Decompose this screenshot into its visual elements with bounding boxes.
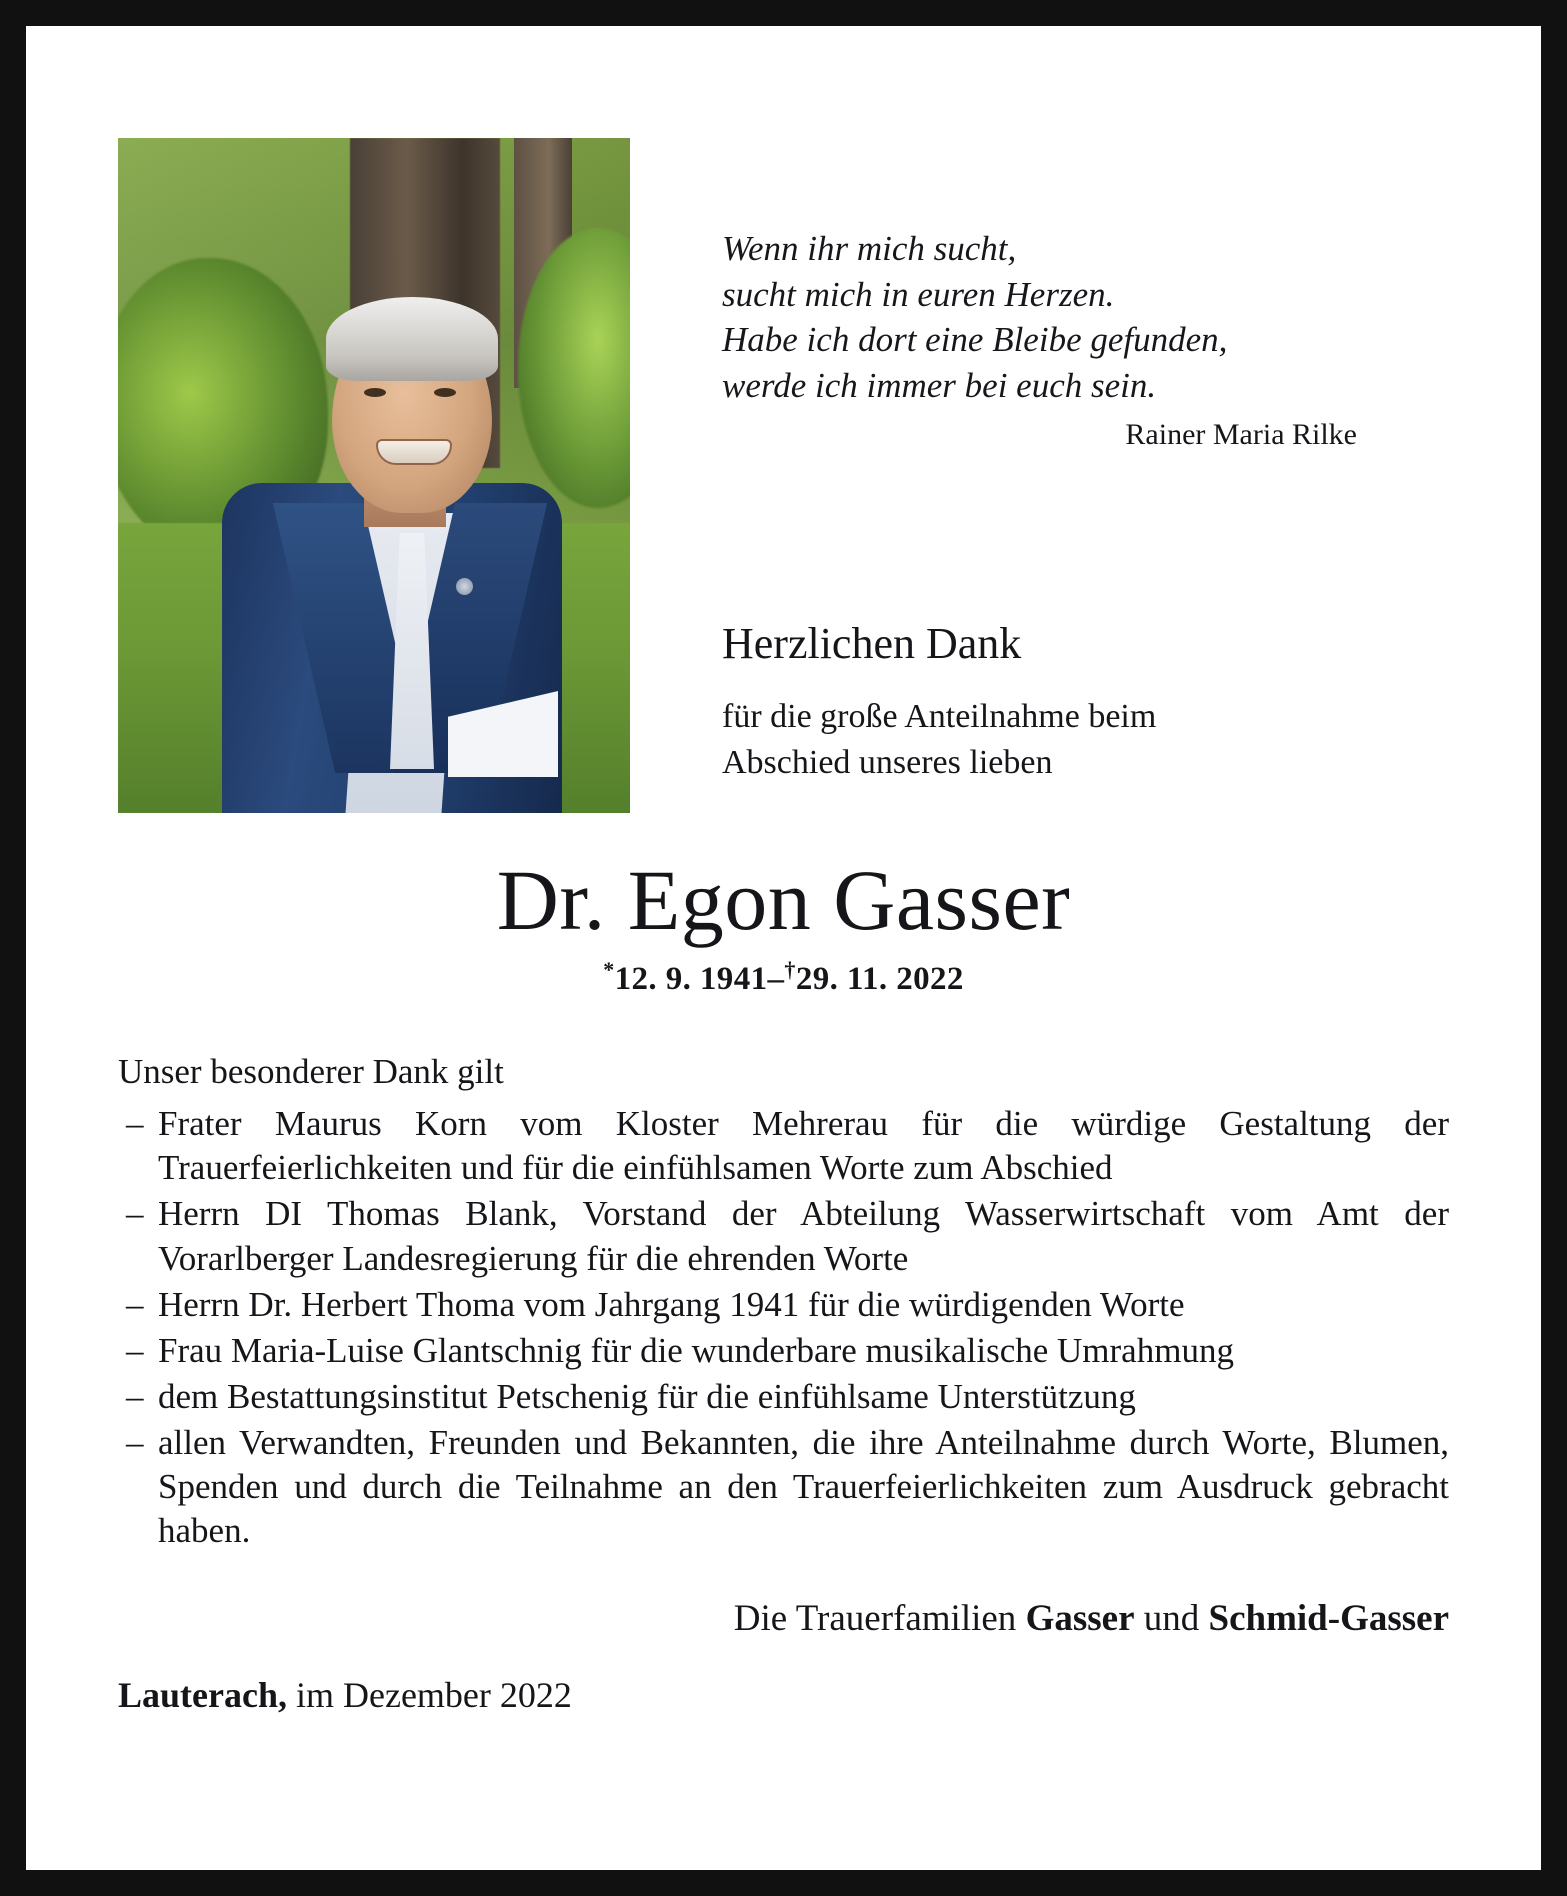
top-section — [118, 98, 1449, 813]
memorial-card — [26, 26, 1541, 1870]
date-separator: – — [767, 961, 785, 998]
list-item: – Frau Maria-Luise Glantschnig für die wunderbare musikalische Umrahmung — [118, 1329, 1449, 1373]
thanks-block — [722, 452, 1449, 785]
photo-eye-right — [434, 388, 456, 397]
thanks-intro — [722, 694, 1422, 784]
family-prefix: Die Trauerfamilien — [733, 1598, 1026, 1640]
list-item: – Frater Maurus Korn vom Kloster Mehrerau für die würdige Gestaltung der Trauerfeierlichkeiten und für die einfühlsamen Worte zum Abschied — [118, 1102, 1449, 1190]
birth-symbol: * — [603, 957, 615, 983]
portrait-photo — [118, 138, 630, 813]
thanks-title: Herzlichen Dank — [722, 619, 1022, 668]
verse-line-1: Wenn ihr mich sucht, — [722, 229, 1017, 268]
thanks-intro-line-1: für die große Anteilnahme beim — [722, 698, 1157, 736]
footer-date: im Dezember 2022 — [286, 1675, 572, 1716]
verse-line-2: sucht mich in euren Herzen. — [722, 274, 1115, 314]
verse-column — [630, 98, 1449, 785]
deceased-name: Dr. Egon Gasser — [496, 852, 1071, 948]
portrait-photo-container — [118, 98, 630, 813]
family-name-1: Gasser — [1025, 1598, 1135, 1640]
list-item: – allen Verwandten, Freunden und Bekannten, die ihre Anteilnahme durch Worte, Blumen, Spenden und durch die Teilnahme an den Trauerfeierlichkeiten zum Ausdruck gebracht haben. — [118, 1421, 1449, 1553]
thanks-list — [118, 1102, 1449, 1553]
photo-eye-left — [364, 388, 386, 397]
verse-author: Rainer Maria Rilke — [1125, 418, 1357, 451]
family-name-2: Schmid-Gasser — [1208, 1598, 1449, 1640]
birth-date: 12. 9. 1941 — [614, 961, 768, 998]
death-date: 29. 11. 2022 — [795, 961, 964, 998]
thanks-lead: Unser besonderer Dank gilt — [118, 1052, 504, 1092]
family-signature — [118, 1597, 1449, 1640]
footer-place: Lauterach, — [118, 1675, 287, 1716]
photo-lapel-pin — [456, 578, 473, 595]
verse-text — [722, 226, 1449, 408]
thanks-intro-line-2: Abschied unseres lieben — [722, 743, 1053, 781]
death-symbol: † — [784, 957, 796, 983]
footer-place-date — [118, 1674, 1449, 1716]
photo-smile — [376, 439, 452, 465]
life-dates — [118, 957, 1449, 998]
list-item: – dem Bestattungsinstitut Petschenig für die einfühlsame Unterstützung — [118, 1375, 1449, 1419]
list-item: – Herrn DI Thomas Blank, Vorstand der Abteilung Wasserwirtschaft vom Amt der Vorarlberger Landesregierung für die ehrenden Worte — [118, 1192, 1449, 1280]
list-item: – Herrn Dr. Herbert Thoma vom Jahrgang 1941 für die würdigenden Worte — [118, 1283, 1449, 1327]
photo-hair — [326, 297, 498, 381]
verse-line-3: Habe ich dort eine Bleibe gefunden, — [722, 320, 1228, 359]
verse-line-4: werde ich immer bei euch sein. — [722, 365, 1157, 405]
family-conjunction: und — [1134, 1598, 1209, 1640]
